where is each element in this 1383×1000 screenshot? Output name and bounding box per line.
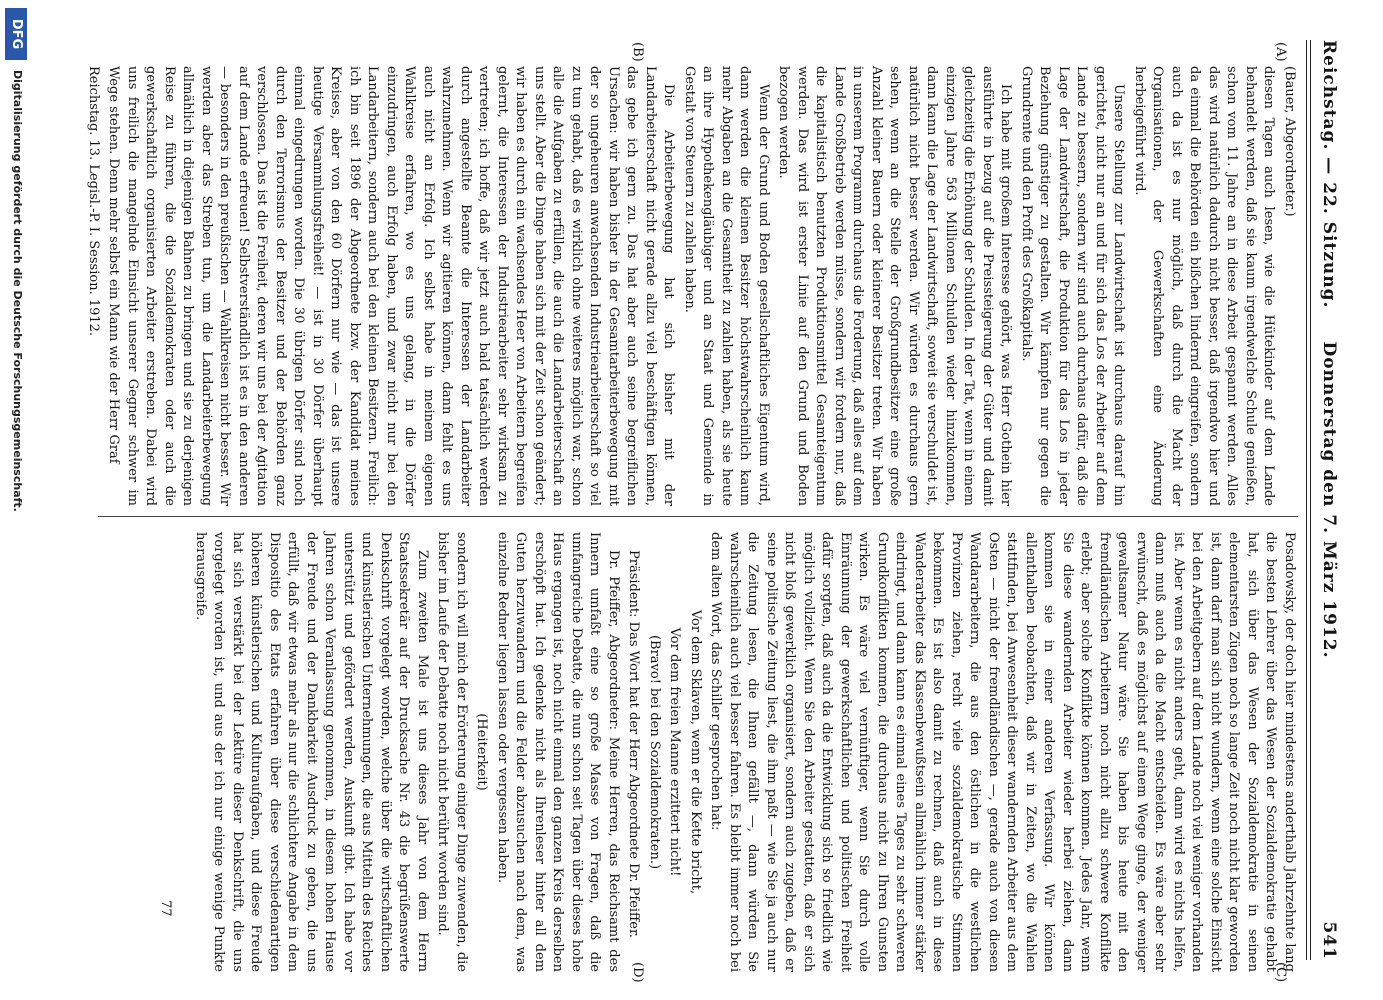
page-number: 541: [1319, 921, 1339, 960]
quote-line: Vor dem freien Manne erzittert nicht!: [667, 627, 683, 877]
digitization-credit-bar: [0, 0, 45, 1000]
paragraph: Unsere Stellung zur Landwirtschaft ist durchaus darauf hin gerichtet, nicht nur an und für sich das Los der Arbeiter auf dem Lande zu bessern, sondern wir sind auch durchaus dafür, daß die Lage der Landwirtschaft, die Produktion für das Los in jeder Beziehung günstiger zu gestalten. Wir kämpfen nur gegen die Grundrente und den Profit des Großkapitals.: [1019, 66, 1127, 506]
paragraph: Wenn der Grund und Boden gesellschaftliches Eigentum wird, dann werden die kleinen Besitzer höchstwahrscheinlich kaum mehr Abgaben an die Gesamtheit zu zahlen haben, als sie heute an ihre Hypothekengläubiger und an Staat und Gemeinde in Gestalt von Steuern zu zahlen haben.: [682, 66, 771, 506]
margin-mark-c: (C): [1273, 962, 1288, 983]
left-column: [102, 66, 1298, 506]
header-left: Reichstag. — 22. Sitzung.: [1319, 40, 1339, 309]
paragraph: Zum zweiten Male ist uns dieses Jahr von dem Herrn Staatssekretär auf der Drucksache Nr. 43 die begrüßenswerte Denkschrift vorgelegt worden, welche über die wirtschaftlichen und künstlerischen Unternehmungen, die aus Mitteln des Reiches unterstützt und gefördert werden, Auskunft gibt. Ich habe vor Jahren schon Veranlassung genommen, in diesem hohen Hause der Freude und der Dankbarkeit Ausdruck zu geben, die uns erfüllt, daß wir etwas mehr als nur die schlichtere Angabe in dem Dispositio des Etats erfahren über diese verschiedenartigen höheren künstlerischen und Kulturaufgaben, und diese Freude hat sich verstärkt bei der Lektüre dieser Denkschrift, die uns vorgelegt worden ist, und aus der ich nur einige wenige Punkte herausgreife.: [193, 532, 430, 972]
paragraph: sondern ich will mich der Erörterung einiger Dinge zuwenden, die bisher im Laufe der Debatte noch nicht berührt worden sind.: [435, 532, 469, 972]
paragraph: Die Arbeiterbewegung hat sich bisher mit der Landarbeiterschaft nicht gerade allzu viel beschäftigen können, das gebe ich gern zu. Das hat aber auch seine begreiflichen Ursachen: wir haben bisher in der Gesamtarbeiterbewegung mit der so ungeheuren anwachsenden Industriearbeiterschaft so viel zu tun gehabt, daß es wirklich ohne weiteres möglich war, schon alle die Aufgaben zu erfüllen, die auch die Landarbeiterschaft an uns stellt. Aber die Dinge haben sich mit der Zeit schon geändert; wir haben es durch ein wachsendes Heer von Arbeitern begreifen gelernt, die Interessen der Industriearbeiter sehr wirksam zu vertreten; ich hoffe, daß wir jetzt auch bald tatsächlich werden durch angestellte Beamte die Interessen der Landarbeiter wahrzunehmen. Wenn wir agitieren können, dann fehlt es uns auch nicht an Erfolg. Ich selbst habe in meinem eigenen Wahlkreise erfahren, wo es uns gelang, in die Dörfer einzudringen, auch Erfolg haben, und zwar nicht nur bei den Landarbeitern, sondern auch bei den kleinen Besitzern. Freilich: ich bin seit 1896 der Abgeordnete bzw. der Kandidat meines Kreises, aber von den 60 Dörfern nur wie — das ist unsere heutige Versammlungsfreiheit! — ist in 30 Dörfer überhaupt einmal eingedrungen worden. Die 30 übrigen Dörfer sind noch durch den Terrorismus der Besitzer und der Behörden ganz verschlossen. Das ist die Freiheit, deren wir uns bei der Agitation auf dem Lande erfreuen! Selbstverständlich ist es in den anderen — besonders in den preußischen — Wahlkreisen nicht besser. Wir werden aber das Streben tun, um die Landarbeiterbewegung allmählich in diejenigen Bahnen zu bringen und sie zu derjenigen Reise zu führen, die die Sozialdemokraten oder auch die gewerkschaftlich organisierten Arbeiter erstreben. Dabei wird uns freilich die mangelnde Einsicht unserer Gegner schwer im Wege stehen. Denn mehr selbst ein Mann wie der Herr Graf: [106, 66, 677, 506]
laughter-note: (Heiterkeit): [474, 713, 490, 791]
quote-line: Vor dem Sklaven, wenn er die Kette bricht,: [688, 609, 703, 895]
applause-note: (Bravo! bei den Sozialdemokraten.): [647, 634, 662, 870]
paragraph: Dr. Pfeiffer, Abgeordneter: Meine Herren, das Reichsamt des Innern umfaßt eine so große Masse von Fragen, daß die umfangreiche Debatte, die nun schon seit Tagen über dieses hohe Haus ergangen ist, noch nicht einmal den ganzen Kreis derselben erschöpft hat. Ich gedenke nicht als Ihrenleser hinter all dem Guten herzuwandern und die Felder abzusuchen nach dem, was einzelne Redner liegen lassen oder vergessen haben.: [495, 532, 621, 972]
footer-session: Reichstag. 13. Legisl.-P. I. Session. 1912.: [86, 66, 101, 337]
header-rule-secondary: [1306, 40, 1307, 960]
header-rule: [1310, 40, 1311, 960]
paragraph: Präsident: Das Wort hat der Herr Abgeordnete Dr. Pfeiffer.: [626, 550, 642, 938]
margin-mark-b: (B): [630, 42, 645, 62]
paragraph: (Bauer, Abgeordneter.): [1282, 66, 1297, 217]
column-divider: [98, 516, 1298, 517]
right-column: [189, 532, 1299, 972]
margin-mark-d: (D): [630, 962, 645, 983]
digitization-credit: Digitalisierung gefördert durch die Deutsche Forschungsgemeinschaft.: [11, 70, 24, 512]
paragraph: diesen Tagen auch lesen, wie die Hütekinder auf dem Lande behandelt werden, daß sie kaum irgendwelche Schule genießen, schon vom 11. Jahre an in diese Arbeit gespannt werden. Alles das wird natürlich dadurch nicht besser, daß irgendwo hier und da einmal die Behörden ein bißchen lindernd eingreifen, sondern auch da ist es nur möglich, daß durch die Macht der Organisationen, der Gewerkschaften eine Änderung herbeigeführt wird.: [1132, 66, 1277, 506]
page-header: [1313, 40, 1339, 960]
page-signature: 77: [158, 900, 173, 917]
margin-mark-a: (A): [1273, 42, 1288, 62]
paragraph: Posadowsky, der doch hier mindestens anderthalb Jahrzehnte lang die besten Lehrer über das Wesen der Sozialdemokratie gehabt hat, sich über das Wesen der Sozialdemokratie in seinen elementarsten Zügen noch so lange Zeit noch nicht klar geworden ist, dann darf man sich nicht wundern, wenn eine solche Einsicht bei den Arbeitgebern auf dem Lande noch viel weniger vorhanden ist. Aber wenn es nicht anders geht, dann wird es nichts helfen, dann muß auch da die Macht entscheiden. Es wäre aber sehr erwünscht, daß es möglichst auf einem Wege ginge, der weniger gewaltsamer Natur wäre. Sie haben bis heute mit den fremdländischen Arbeitern noch nicht allzu schwere Konflikte erlebt; aber solche Konflikte können kommen. Jedes Jahr, wenn Sie diese wandernden Arbeiter wieder herbei ziehen, dann kommen sie in einer anderen Verfassung. Wir können allenthalben beobachten, daß wir in Zeiten, wo die Wahlen stattfinden, bei Anwesenheit dieser wandernden Arbeiter aus dem Osten — nicht der fremdländischen —, gerade auch von diesen Wandararbeitern, die aus den östlichen in die westlichen Provinzen ziehen, recht viele sozialdemokratische Stimmen bekommen. Es ist also damit zu rechnen, daß auch in diese Wanderarbeiter das Klassenbewußtsein allmählich immer stärker eindringt, und dann kann es einmal eines Tages zu sehr schweren Grundkonflikten kommen, die durchaus nicht zu Ihren Gunsten wirken. Es wäre viel vernünftiger, wenn Sie durch volle Einräumung der gewerkschaftlichen und politischen Freiheit dafür sorgten, daß auch da die Entwicklung sich so friedlich wie möglich vollzieht. Wenn Sie den Arbeiter gestatten, daß er sich nicht bloß gewerklich organisiert, sondern auch zugeben, daß er seine politische Zeitung liest, die ihm paßt — wie Sie ja auch nur die Zeitung lesen, die Ihnen gefällt —, dann würden Sie wahrscheinlich auch viel besser fahren. Es bleibt immer noch bei dem alten Wort, das Schiller gesprochen hat:: [708, 532, 1297, 972]
dfg-logo: DFG: [5, 8, 27, 60]
paragraph: Ich habe mit großem Interesse gehört, was Herr Gothein hier ausführte in bezug auf die Preissteigerung der Güter und damit gleichzeitig die Erhöhung der Schulden. In der Tat, wenn in einem einzigen Jahre 563 Millionen Schulden wieder hinzukommen, dann kann die Lage der Landwirtschaft, soweit sie verschuldet ist, natürlich nicht besser werden. Wir würden es durchaus gern sehen, wenn an die Stelle der Großgrundbesitzer eine große Anzahl kleiner Bauern oder kleinerer Besitzer treten. Wir haben in unserem Programm durchaus die Forderung, daß alles auf dem Lande Großbetrieb werden müsse, sondern wir fordern nur, daß die kapitalistisch benutzten Produktionsmittel Gesamteigentum werden. Das wird ist erster Linie auf den Grund und Boden bezogen werden.: [776, 66, 1014, 506]
header-date: Donnerstag den 7. März 1912.: [1319, 341, 1339, 659]
